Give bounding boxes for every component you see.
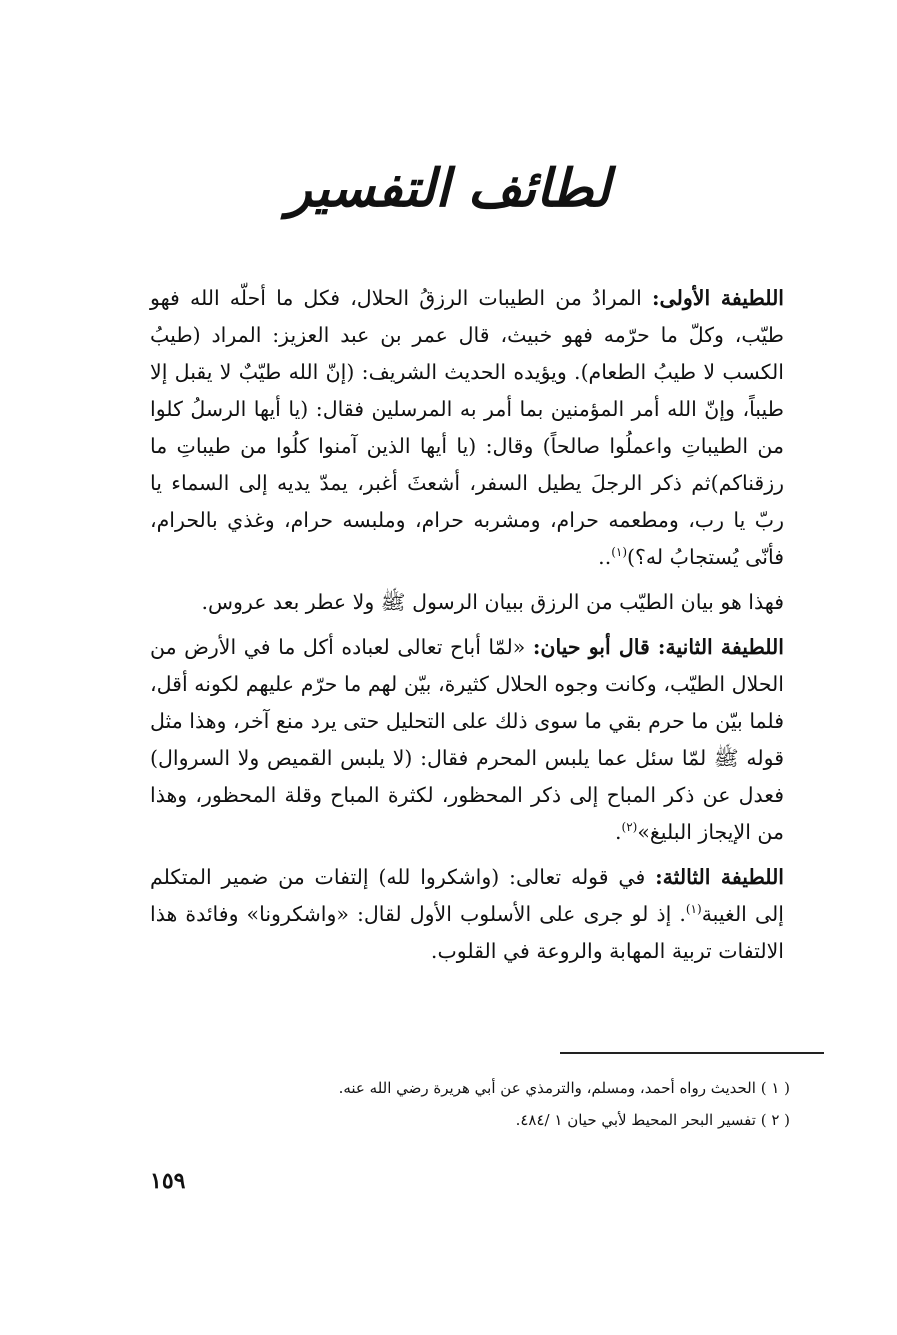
footnotes [150,1072,790,1136]
paragraph-third-subtlety [150,859,784,970]
footnote-2: ( ٢ ) تفسير البحر المحيط لأبي حيان ١ /٤٨٤. [515,1111,790,1129]
footnote-marker: (٢) [621,820,638,835]
paragraph-lead: اللطيفة الثانية: قال أبو حيان: [532,635,784,659]
footnote-marker: (١) [685,902,702,917]
paragraph-tail: . إذ لو جرى على الأسلوب الأول لقال: «واشكرونا» وفائدة هذا الالتفات تربية المهابة والروعة في القلوب. [150,902,784,963]
paragraph-text: «لمّا أباح تعالى لعباده أكل ما في الأرض من الحلال الطيّب، وكانت وجوه الحلال كثيرة، بيّن لهم ما حرّم عليهم لكونه أقل، فلما بيّن ما حرم بقي ما سوى ذلك على التحليل حتى يرد منع آخر، وهذا مثل قوله ﷺ لمّا سئل عما يلبس المحرم فقال: (لا يلبس القميص ولا السروال) فعدل عن ذكر المباح إلى ذكر المحظور، لكثرة المباح وقلة المحظور، وهذا من الإيجاز البليغ» [150,635,784,844]
paragraph-lead: اللطيفة الثالثة: [655,865,785,889]
paragraph-text: المرادُ من الطيبات الرزقُ الحلال، فكل ما أحلّه الله فهو طيّب، وكلّ ما حرّمه فهو خبيث، قال عمر بن عبد العزيز: المراد (طيبُ الكسب لا طيبُ الطعام). ويؤيده الحديث الشريف: (إنّ الله طيّبٌ لا يقبل إلا طيباً، وإنّ الله أمر المؤمنين بما أمر به المرسلين فقال: (يا أيها الرسلُ كلوا من الطيباتِ واعملُوا صالحاً) وقال: (يا أيها الذين آمنوا كلُوا من طيباتِ ما رزقناكم)ثم ذكر الرجلَ يطيل السفر، أشعثَ أغبر، يمدّ يديه إلى السماء يا ربّ يا رب، ومطعمه حرام، ومشربه حرام، وملبسه حرام، وغذي بالحرام، فأنّى يُستجابُ له؟) [150,286,784,569]
page-heading: لطائف التفسير [286,158,611,219]
paragraph-tail: .. [598,545,612,569]
paragraph-first-subtlety [150,280,784,576]
paragraph-text: فهذا هو بيان الطيّب من الرزق ببيان الرسول ﷺ ولا عطر بعد عروس. [201,590,784,614]
footnote-1: ( ١ ) الحديث رواه أحمد، ومسلم، والترمذي عن أبي هريرة رضي الله عنه. [338,1079,790,1097]
paragraph-tail: . [614,820,622,844]
paragraph-lead: اللطيفة الأولى: [651,286,785,310]
page-number: ١٥٩ [150,1168,186,1194]
footnote-divider [560,1052,824,1054]
paragraph-explanation [150,584,784,621]
footnote-marker: (١) [611,545,628,560]
paragraph-text: في قوله تعالى: (واشكروا لله) إلتفات من ضمير المتكلم إلى الغيبة [150,865,784,926]
paragraph-second-subtlety [150,629,784,851]
body-text [150,280,784,978]
